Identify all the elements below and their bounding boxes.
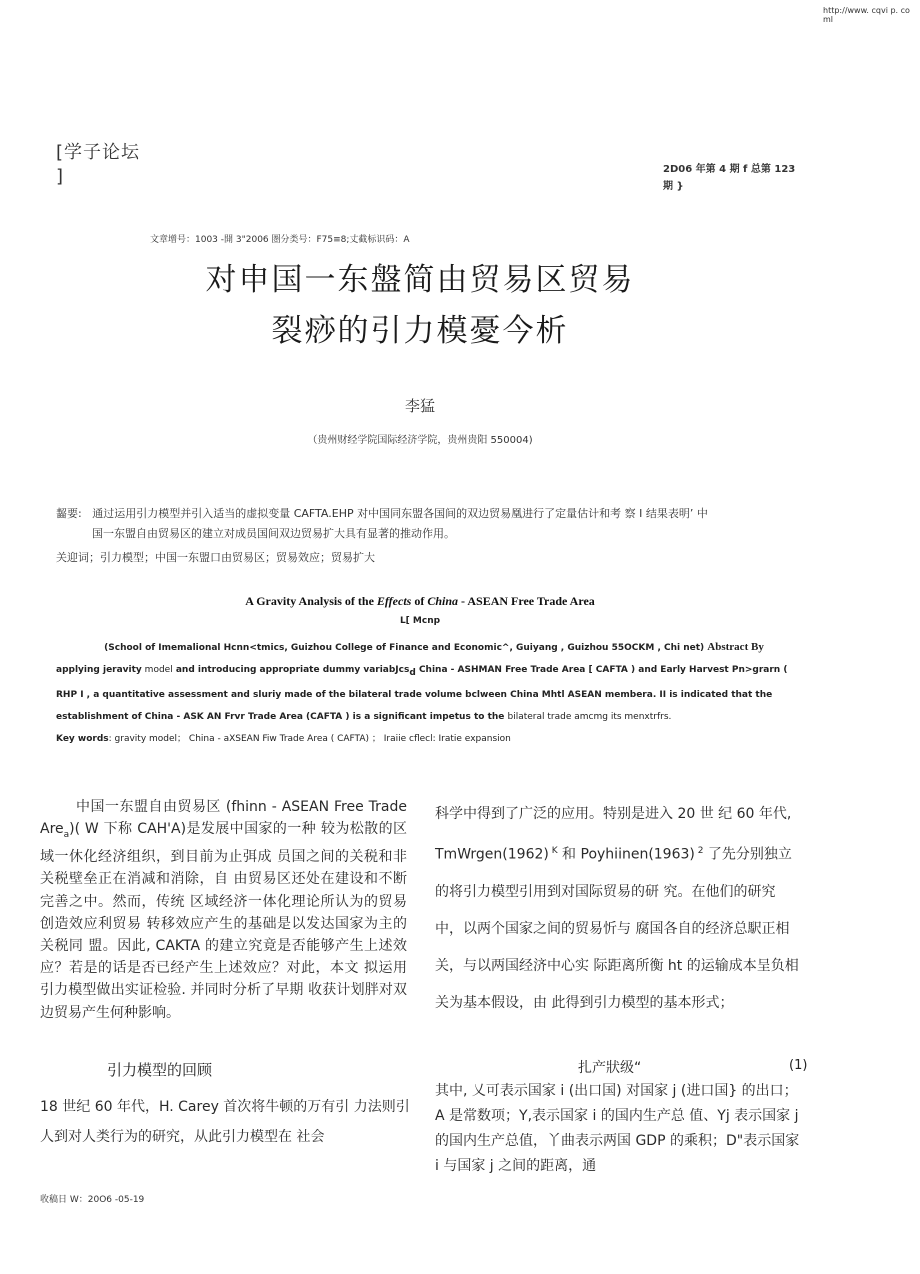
english-author: L[ Mcnp bbox=[399, 616, 441, 626]
body-left-column bbox=[40, 796, 407, 1024]
column-tag-line2: ] bbox=[56, 166, 65, 187]
title-line1: 对申国一东盤简由贸易区贸易 bbox=[205, 262, 635, 298]
header-url: http://www. cqvi p. co ml bbox=[823, 6, 910, 24]
abstract-label: 齧要: bbox=[56, 507, 82, 520]
body-paragraph-2: 18 世纪 60 年代，H. Carey 首次将牛顿的万有引 力法则引人到对人类行为的研究，从此引力模型在 社会 bbox=[40, 1099, 410, 1145]
gravity-formula: 扎产狀级“ bbox=[578, 1060, 642, 1076]
english-keywords-label: Key words bbox=[56, 733, 109, 744]
english-abstract: (School of Imemalional Hcnn<tmics, Guizhou College of Finance and Economic^, Guiyang , Guizhou 55OCKM , Chi net) Abstract By applying jeravity model and introducing appropriate dummy variabJcs$_d$ China - ASHMAN Free Trade Area [ CAFTA ) and Early Harvest Pn>grarn ( RHP I , a quantitative assessment and sluriy made of the bilateral trade volume bclween China Mhtl ASEAN membera. II is indicated that the establishment of China - ASK AN Frvr Trade Area (CAFTA ) is a significant impetus to the bilateral trade amcmg its menxtrfrs. Key words: gravity model； China - aXSEAN Fiw Trade Area ( CAFTA) ； Iraiie cflecl: Iratie expansion bbox=[56, 641, 788, 744]
document-id: 文章增号：1003 -開 3"2006 圏分类号：F75≡8;丈截标识码：A bbox=[150, 235, 410, 245]
section-heading: 引力模型的回顾 bbox=[107, 1061, 213, 1079]
body-right-column bbox=[435, 796, 803, 1022]
column-tag bbox=[56, 141, 176, 189]
received-date: 收稿日 W：20O6 -05-19 bbox=[40, 1195, 145, 1205]
abstract-zh bbox=[56, 504, 806, 544]
title-line2: 裂痧的引力模憂今析 bbox=[271, 313, 569, 349]
english-affiliation: (School of Imemalional Hcnn<tmics, Guizhou College of Finance and Economic^, Guiyang , Guizhou 55OCKM , Chi net) bbox=[104, 643, 705, 653]
keywords-zh: 关迎词；引力模型；中国一东盟口由贸易区；贸易效应；贸易扩大 bbox=[56, 551, 375, 564]
issue-line1: 2D06 年第 4 期 f 总第 123 bbox=[663, 164, 796, 175]
english-abstract-label: Abstract bbox=[707, 641, 749, 653]
body-right-paragraph-2: 其中, 乂可表示国家 i (出口国) 对国家 j (进口国} 的出口； A 是常数项；Y,表示国家 i 的国内生产总 值、Yj 表示国家 j 的国内生产总值，丫曲表示两国 GDP 的乘积；D"表示国家 i 与国家 j 之间的距离，通 bbox=[435, 1083, 800, 1174]
english-keywords: : gravity model； China - aXSEAN Fiw Trade Area ( CAFTA) ； Iraiie cflecl: Iratie expansion bbox=[108, 733, 511, 744]
author: 李猛 bbox=[404, 397, 435, 415]
english-title: A Gravity Analysis of the Effects of China - ASEAN Free Trade Area bbox=[245, 594, 595, 608]
equation-number: (1) bbox=[789, 1058, 808, 1073]
affiliation: （贵州财经学院国际经济学院，贵州贵阳 550004) bbox=[307, 435, 533, 446]
abstract-line1: 通过运用引力模型并引入适当的虚拟变量 CAFTA.EHP 对中国同东盟各国间的双边贸易凰进行了定量估计和考 察 I 结果表明’ 中 bbox=[92, 507, 708, 520]
body-right-paragraph-1: 科学中得到了广泛的应用。特别是进入 20 世 纪 60 年代, TmWrgen(1962) $^K$ 和 Poyhiinen(1963) $^2$ 了先分别独立的将引力模型引用到对国际贸易的研 究。在他们的研究中，以两个国家之间的贸易忻与 腐国各自的经济总駅正相关，与以两国经济中心实 际距离所衡 ht 的运输成本呈负相关为基本假设，由 此得到引力模型的基本形式； bbox=[435, 806, 799, 1011]
issue-info bbox=[663, 161, 813, 195]
column-tag-line1: [学子论坛 bbox=[56, 142, 141, 163]
body-paragraph-1: 中国一东盟自由贸易区 (fhinn - ASEAN Free Trade Are$_a$)( W 下称 CAH'A)是发展中国家的一种 较为松散的区域一休化经济组织，到目前为止弭成 员国之间的关税和非关税壁垒正在消减和消除，自 由贸易区还处在建设和不断完善之中。然而，传统 区域经济一体化理论所认为的贸易创造效应利贸易 转移效应产生的基础是以发达国家为主的关税同 盟。因此, CAKTA 的建立究竟是否能够产生上述效 应？若是的话是否已经产生上述效应？对此，本文 拟运用引力模型做出实证检验. 并同时分析了早期 收获计划胖对双边贸易产生何种影响。 bbox=[40, 799, 407, 1021]
issue-line2: 期 } bbox=[663, 181, 684, 192]
abstract-line2: 国一东盟自由贸易区的建立对成员国间双边贸易扩大具有显著的推动作用。 bbox=[92, 527, 455, 540]
